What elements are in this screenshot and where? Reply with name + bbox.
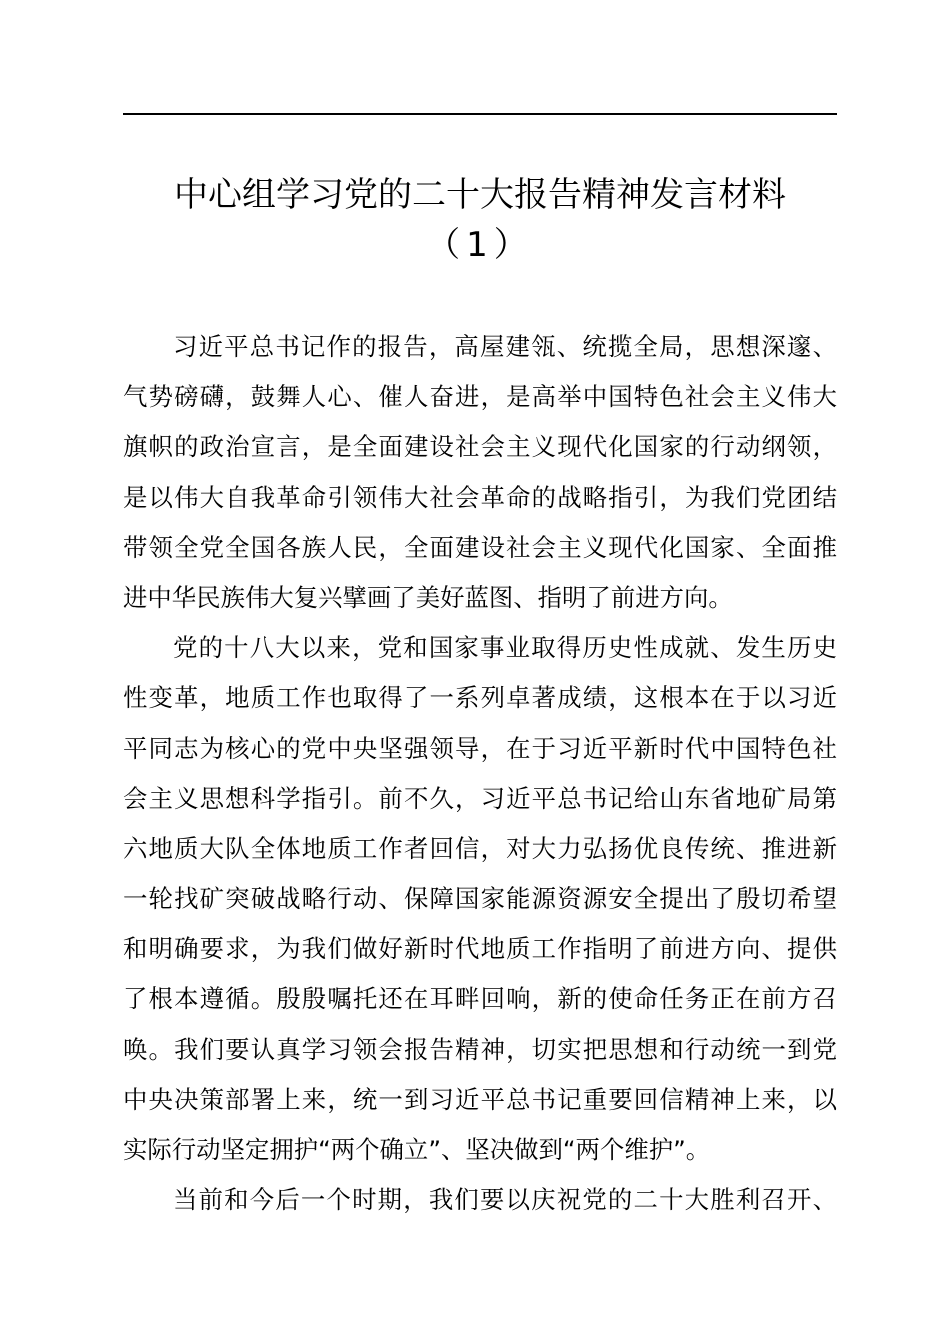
paragraph-line: 平同志为核心的党中央坚强领导，在于习近平新时代中国特色社 xyxy=(123,733,837,763)
paragraph-line: 会主义思想科学指引。前不久，习近平总书记给山东省地矿局第 xyxy=(123,783,837,813)
document-title: 中心组学习党的二十大报告精神发言材料 xyxy=(174,175,786,215)
paragraph-line: 一轮找矿突破战略行动、保障国家能源资源安全提出了殷切希望 xyxy=(123,884,837,914)
paragraph-line: 实际行动坚定拥护“两个确立”、坚决做到“两个维护”。 xyxy=(123,1135,711,1164)
paragraph-line: 了根本遵循。殷殷嘱托还在耳畔回响，新的使命任务正在前方召 xyxy=(123,984,837,1014)
document-body xyxy=(123,322,837,1225)
paragraph-line: 进中华民族伟大复兴擘画了美好蓝图、指明了前进方向。 xyxy=(123,582,733,612)
paragraph-line: 唤。我们要认真学习领会报告精神，切实把思想和行动统一到党 xyxy=(123,1034,837,1064)
header-rule xyxy=(123,113,837,115)
paragraph-line: 带领全党全国各族人民，全面建设社会主义现代化国家、全面推 xyxy=(123,532,837,562)
paragraph-line: 六地质大队全体地质工作者回信，对大力弘扬优良传统、推进新 xyxy=(123,833,837,863)
paragraph-line: 习近平总书记作的报告，高屋建瓴、统揽全局，思想深邃、 xyxy=(173,332,837,361)
paragraph-line: 是以伟大自我革命引领伟大社会革命的战略指引，为我们党团结 xyxy=(123,482,837,512)
paragraph-line: 旗帜的政治宣言，是全面建设社会主义现代化国家的行动纲领， xyxy=(123,432,837,462)
document-subtitle: （1） xyxy=(426,225,534,265)
paragraph-line: 性变革，地质工作也取得了一系列卓著成绩，这根本在于以习近 xyxy=(123,683,837,713)
paragraph-line: 气势磅礴，鼓舞人心、催人奋进，是高举中国特色社会主义伟大 xyxy=(123,382,837,412)
paragraph-line: 中央决策部署上来，统一到习近平总书记重要回信精神上来，以 xyxy=(123,1084,837,1114)
paragraph-line: 当前和今后一个时期，我们要以庆祝党的二十大胜利召开、 xyxy=(173,1185,837,1215)
paragraph-line: 和明确要求，为我们做好新时代地质工作指明了前进方向、提供 xyxy=(123,934,837,964)
paragraph-line: 党的十八大以来，党和国家事业取得历史性成就、发生历史 xyxy=(173,633,837,663)
